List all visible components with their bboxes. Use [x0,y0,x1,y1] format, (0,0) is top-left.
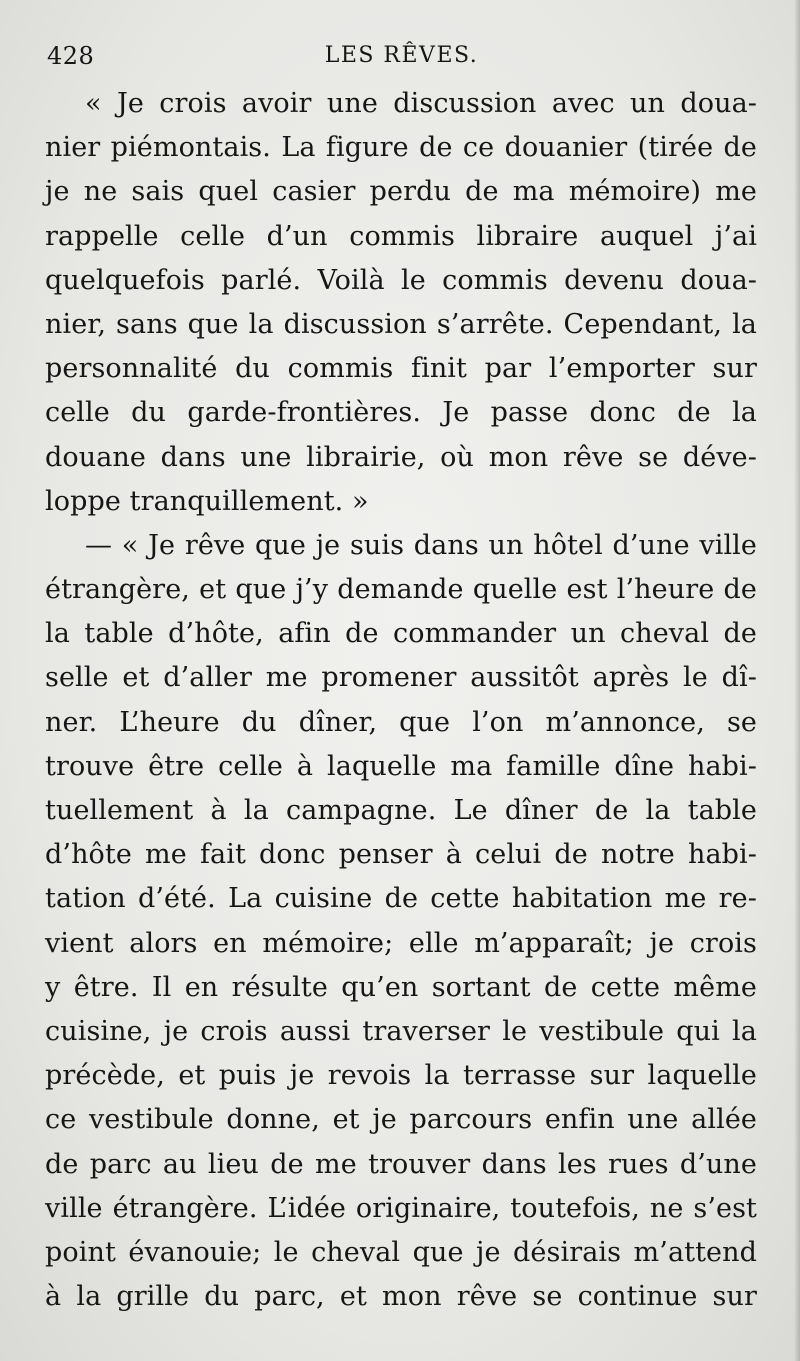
page-header [47,36,756,76]
text-line: quelquefois parlé. Voilà le commis devenu doua- [45,264,757,296]
text-line: tation d’été. La cuisine de cette habitation me re- [45,883,757,915]
text-line: je ne sais quel casier perdu de ma mémoire) me [45,176,757,208]
text-line: loppe tranquillement. » [45,485,369,517]
text-line: personnalité du commis finit par l’emporter sur [45,353,757,385]
text-line: d’hôte me fait donc penser à celui de notre habi- [45,839,757,871]
text-line: celle du garde-frontières. Je passe donc de la [45,397,757,429]
text-line: — « Je rêve que je suis dans un hôtel d’une ville [85,529,757,561]
page-edge-shadow [794,0,800,1361]
text-line: précède, et puis je revois la terrasse sur laquelle [45,1060,757,1092]
body-text [45,82,757,1319]
text-line: y être. Il en résulte qu’en sortant de cette même [45,971,757,1003]
running-title: LES RÊVES. [324,43,479,68]
text-line: trouve être celle à laquelle ma famille dîne habi- [45,750,757,782]
text-line: rappelle celle d’un commis libraire auquel j’ai [45,220,757,252]
text-line: ner. L’heure du dîner, que l’on m’annonce, se [45,706,757,738]
text-line: « Je crois avoir une discussion avec un doua- [85,88,757,119]
text-line: douane dans une librairie, où mon rêve se déve- [45,441,757,473]
text-line: cuisine, je crois aussi traverser le vestibule qui la [45,1015,757,1047]
text-line: de parc au lieu de me trouver dans les rues d’une [45,1148,757,1180]
page-number: 428 [47,42,95,70]
text-line: selle et d’aller me promener aussitôt après le dî- [45,662,757,694]
text-line: ce vestibule donne, et je parcours enfin une allée [45,1104,757,1136]
text-line: tuellement à la campagne. Le dîner de la table [45,795,757,826]
text-line: la table d’hôte, afin de commander un cheval de [45,618,757,650]
text-line: à la grille du parc, et mon rêve se continue sur [45,1281,757,1313]
text-line: étrangère, et que j’y demande quelle est l’heure de [45,574,757,606]
text-line: point évanouie; le cheval que je désirais m’attend [45,1236,757,1268]
text-line: vient alors en mémoire; elle m’apparaît; je crois [45,927,757,959]
text-line: ville étrangère. L’idée originaire, toutefois, ne s’est [45,1192,757,1224]
text-line: nier piémontais. La figure de ce douanier (tirée de [45,132,757,164]
text-line: nier, sans que la discussion s’arrête. Cependant, la [45,308,757,340]
